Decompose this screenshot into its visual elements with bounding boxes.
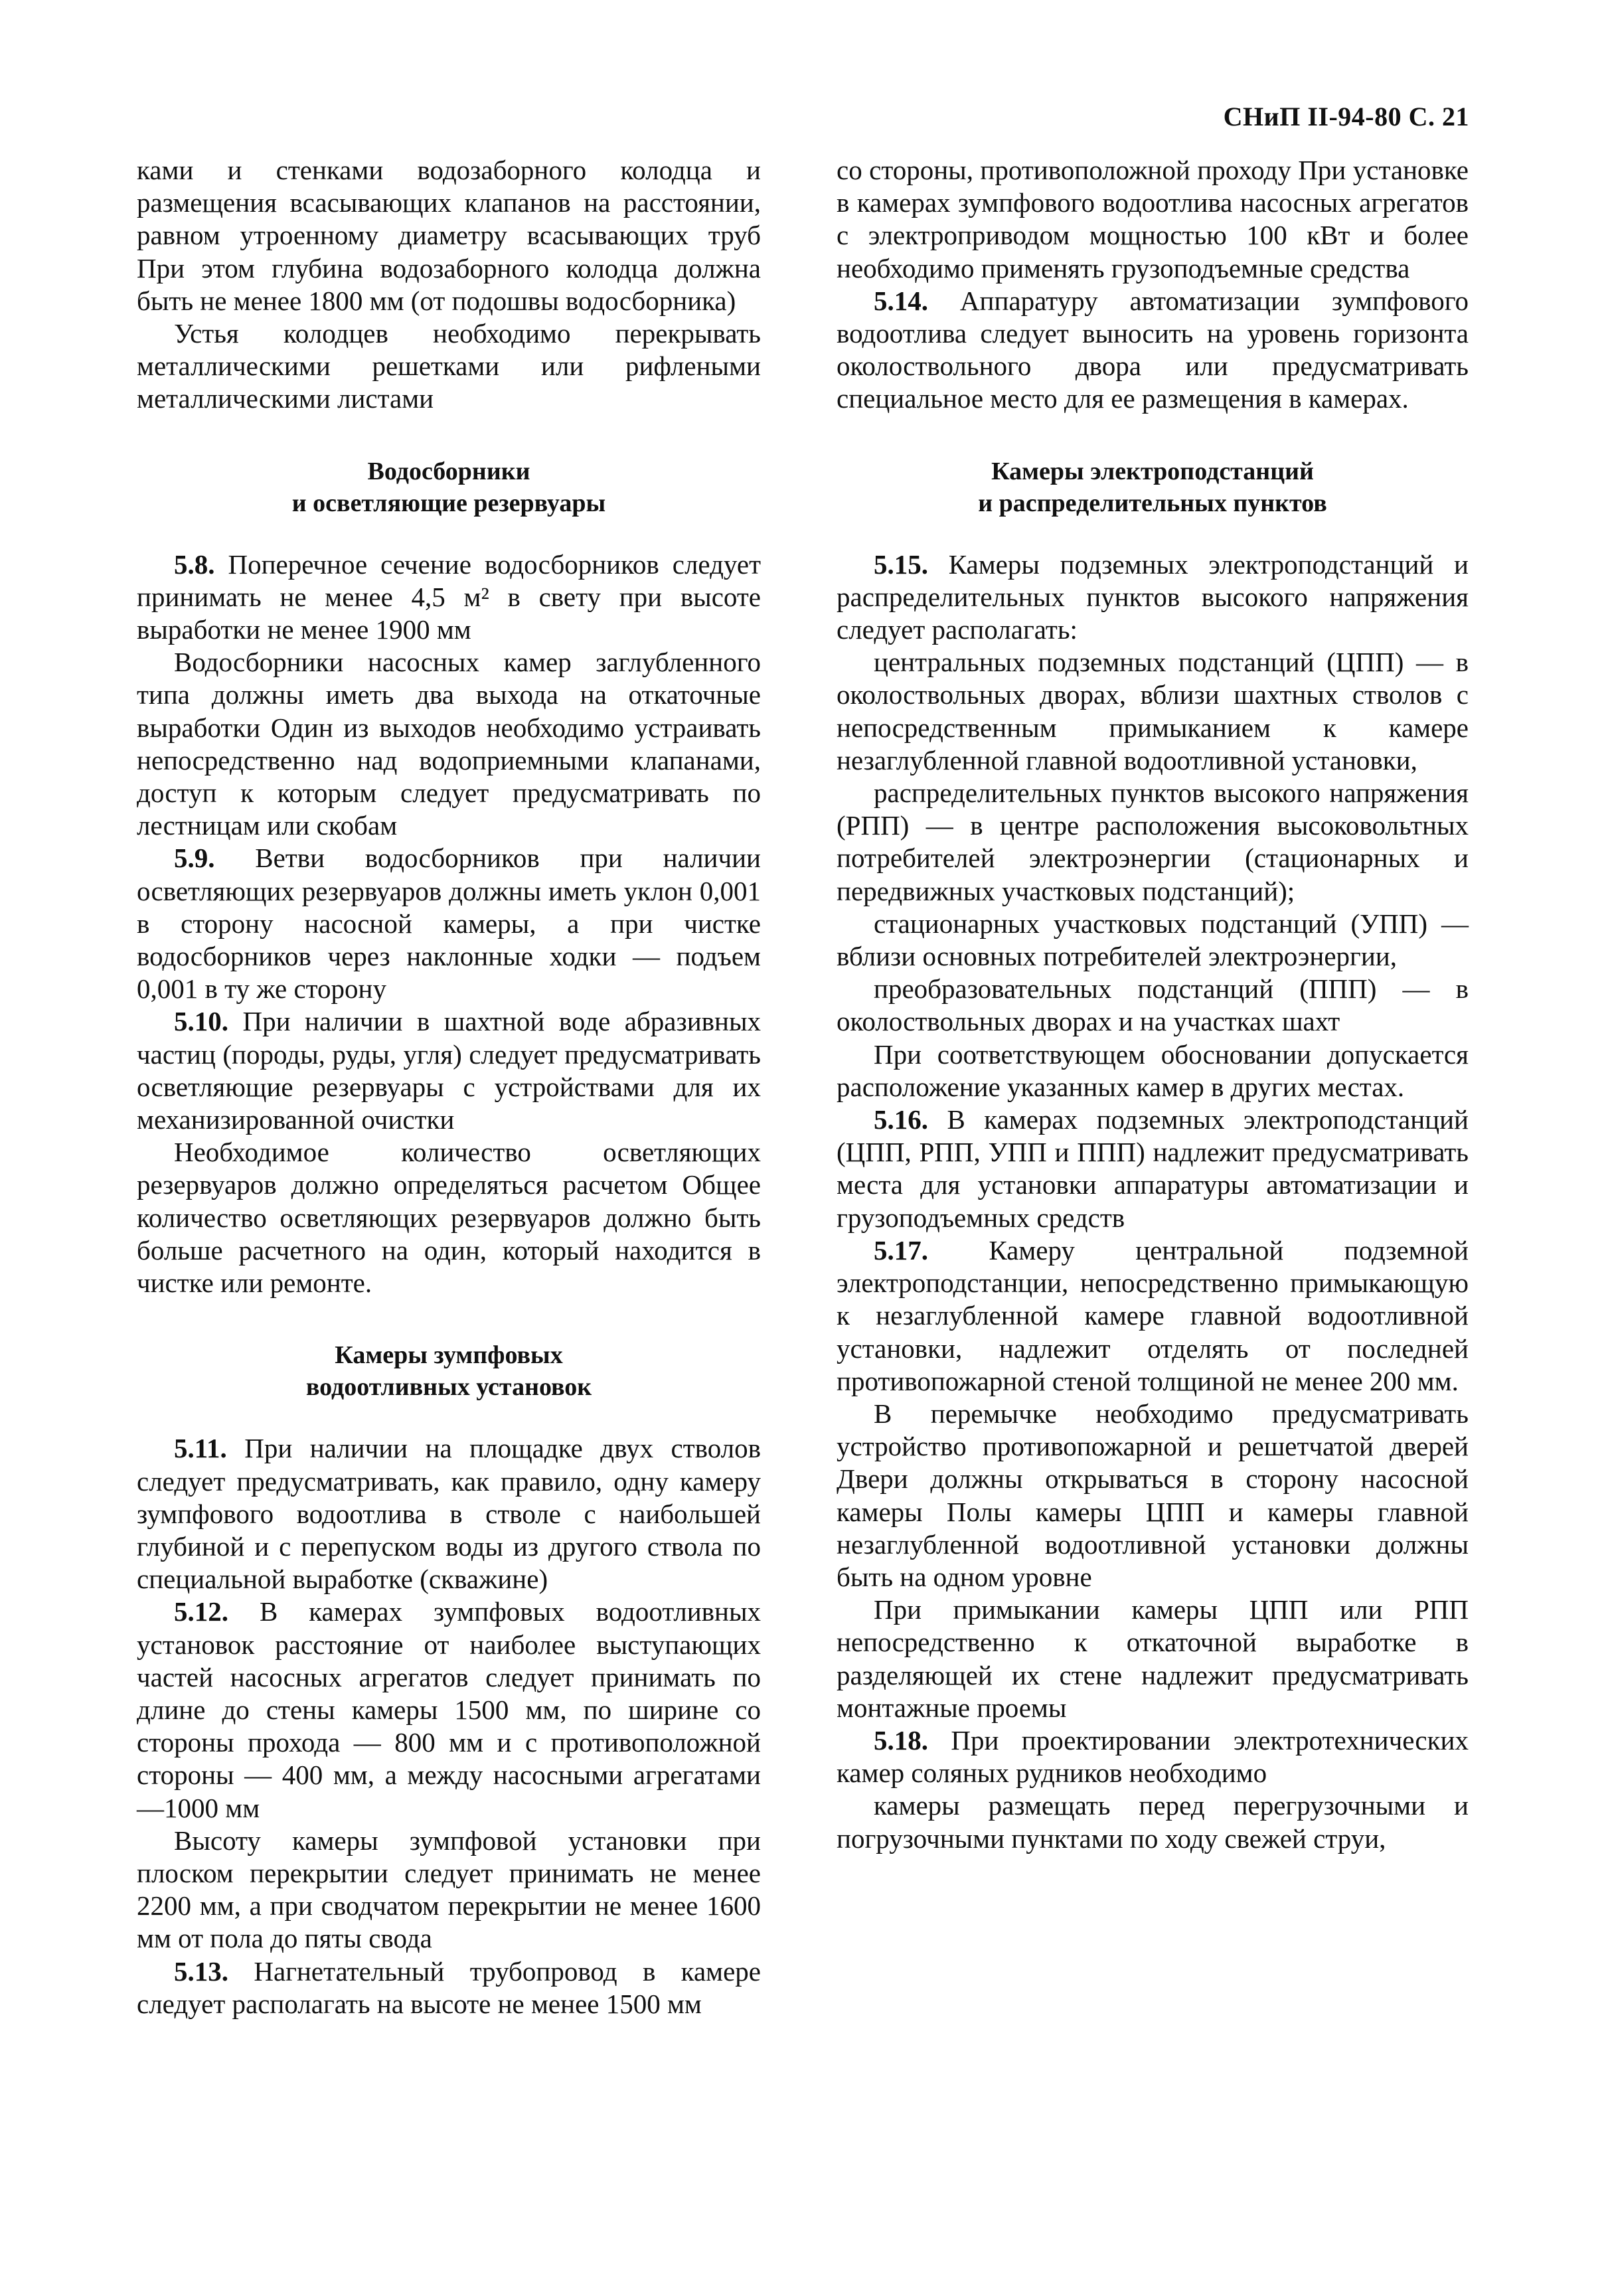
clause-5-11 bbox=[137, 1432, 761, 1596]
paragraph: Водосборники насосных камер заглубленного типа должны иметь два выхода на откаточные выработки Один из выходов необходимо устраивать непосредственно над водоприемными клапанами, доступ к которым следует предусматривать по лестницам или скобам bbox=[137, 647, 761, 841]
paragraph: При соответствующем обосновании допускается расположение указанных камер в других местах. bbox=[837, 1038, 1469, 1102]
clause-number: 5.10. bbox=[174, 1006, 228, 1037]
clause-5-13 bbox=[137, 1955, 761, 2020]
paragraph: стационарных участковых подстанций (УПП) — вблизи основных потребителей электроэнергии, bbox=[837, 908, 1469, 972]
clause-5-10 bbox=[137, 1005, 761, 1136]
paragraph: Высоту камеры зумпфовой установки при плоском перекрытии следует принимать не менее 2200 мм, а при сводчатом перекрытии не менее 1600 мм от пола до пяты свода bbox=[137, 1825, 761, 1954]
clause-text: Поперечное сечение водосборников следует принимать не менее 4,5 м² в свету при высоте выработки не менее 1900 мм bbox=[137, 548, 761, 645]
paragraph: камеры размещать перед перегрузочными и погрузочными пунктами по ходу свежей струи, bbox=[837, 1790, 1469, 1854]
right-column bbox=[837, 154, 1469, 1855]
clause-text: При наличии на площадке двух стволов следует предусматривать, как правило, одну камеру зумпфового водоотлива в стволе с наибольшей глубиной и с перепуском воды из другого ствола по специальной выработке (скважине) bbox=[137, 1433, 761, 1595]
clause-text: Нагнетательный трубопровод в камере следует располагать на высоте не менее 1500 мм bbox=[137, 1955, 761, 2019]
clause-number: 5.9. bbox=[174, 843, 215, 874]
clause-5-16 bbox=[837, 1104, 1469, 1234]
clause-5-12 bbox=[137, 1596, 761, 1824]
clause-number: 5.13. bbox=[174, 1955, 228, 1987]
clause-text: В камерах подземных электроподстанций (ЦПП, РПП, УПП и ППП) надлежит предусматривать места для установки аппаратуры автоматизации и грузоподъемных средств bbox=[837, 1104, 1469, 1233]
left-column bbox=[137, 154, 761, 2020]
clause-number: 5.14. bbox=[874, 285, 928, 316]
running-head: СНиП II-94-80 С. 21 bbox=[1223, 102, 1469, 131]
clause-text: Ветви водосборников при наличии осветляющих резервуаров должны иметь уклон 0,001 в сторону насосной камеры, а при чистке водосборников через наклонные ходки — подъем 0,001 в ту же сторону bbox=[137, 843, 761, 1005]
section-heading-line: Водосборники bbox=[367, 457, 530, 485]
clause-5-9 bbox=[137, 842, 761, 1005]
paragraph: Необходимое количество осветляющих резервуаров должно определяться расчетом Общее количество осветляющих резервуаров должно быть больше расчетного на один, который находится в чистке или ремонте. bbox=[137, 1137, 761, 1299]
section-heading-line: и распределительных пунктов bbox=[978, 489, 1327, 517]
clause-number: 5.15. bbox=[874, 548, 928, 580]
section-heading bbox=[137, 1339, 761, 1403]
paragraph: ками и стенками водозаборного колодца и размещения всасывающих клапанов на расстоянии, равном утроенному диаметру всасывающих труб При этом глубина водозаборного колодца должна быть не менее 1800 мм (от подошвы водосборника) bbox=[137, 155, 761, 316]
clause-text: В камерах зумпфовых водоотливных установок расстояние от наиболее выступающих частей насосных агрегатов следует принимать по длине до стены камеры 1500 мм, по ширине со стороны прохода — 800 мм и с противоположной стороны — 400 мм, а между насосными агрегатами —1000 мм bbox=[137, 1596, 761, 1823]
paragraph: В перемычке необходимо предусматривать устройство противопожарной и решетчатой дверей Двери должны открываться в сторону насосной камеры Полы камеры ЦПП и камеры главной незаглубленной водоотливной установки должны быть на одном уровне bbox=[837, 1398, 1469, 1592]
section-heading-line: водоотливных установок bbox=[305, 1373, 592, 1402]
clause-number: 5.16. bbox=[874, 1104, 928, 1135]
clause-number: 5.8. bbox=[174, 548, 215, 580]
clause-text: При наличии в шахтной воде абразивных частиц (породы, руды, угля) следует предусматривать осветляющие резервуары с устройствами для их механизированной очистки bbox=[137, 1006, 761, 1135]
section-heading-line: Камеры электроподстанций bbox=[991, 457, 1314, 485]
clause-number: 5.11. bbox=[174, 1433, 227, 1464]
clause-5-8 bbox=[137, 548, 761, 647]
paragraph: При примыкании камеры ЦПП или РПП непосредственно к откаточной выработке в разделяющей их стене надлежит предусматривать монтажные проемы bbox=[837, 1594, 1469, 1723]
section-heading bbox=[837, 455, 1469, 519]
paragraph: Устья колодцев необходимо перекрывать металлическими решетками или рифлеными металлическими листами bbox=[137, 318, 761, 414]
clause-5-15 bbox=[837, 548, 1469, 647]
section-heading-line: Камеры зумпфовых bbox=[335, 1341, 563, 1370]
paragraph: центральных подземных подстанций (ЦПП) — в околоствольных дворах, вблизи шахтных стволов с непосредственным примыканием к камере незаглубленной главной водоотливной установки, bbox=[837, 647, 1469, 776]
clause-text: Камеру центральной подземной электроподстанции, непосредственно примыкающую к незаглубленной камере главной водоотливной установки, надлежит отделять от последней противопожарной стеной толщиной не менее 200 мм. bbox=[837, 1234, 1469, 1396]
clause-text: При проектировании электротехнических камер соляных рудников необходимо bbox=[837, 1724, 1469, 1789]
clause-text: Аппаратуру автоматизации зумпфового водоотлива следует выносить на уровень горизонта околоствольного двора или предусматривать специальное место для ее размещения в камерах. bbox=[837, 285, 1469, 414]
clause-5-14 bbox=[837, 285, 1469, 416]
clause-number: 5.12. bbox=[174, 1596, 228, 1627]
clause-text: Камеры подземных электроподстанций и распределительных пунктов высокого напряжения следует располагать: bbox=[837, 548, 1469, 645]
clause-number: 5.18. bbox=[874, 1724, 928, 1756]
paragraph: со стороны, противоположной проходу При установке в камерах зумпфового водоотлива насосных агрегатов с электроприводом мощностью 100 кВт и более необходимо применять грузоподъемные средства bbox=[837, 155, 1469, 284]
section-heading bbox=[137, 455, 761, 519]
clause-5-18 bbox=[837, 1724, 1469, 1789]
paragraph: преобразовательных подстанций (ППП) — в околоствольных дворах и на участках шахт bbox=[837, 973, 1469, 1037]
section-heading-line: и осветляющие резервуары bbox=[291, 489, 606, 517]
paragraph: распределительных пунктов высокого напряжения (РПП) — в центре расположения высоковольтных потребителей электроэнергии (стационарных и передвижных участковых подстанций); bbox=[837, 778, 1469, 906]
clause-5-17 bbox=[837, 1234, 1469, 1398]
clause-number: 5.17. bbox=[874, 1234, 928, 1266]
